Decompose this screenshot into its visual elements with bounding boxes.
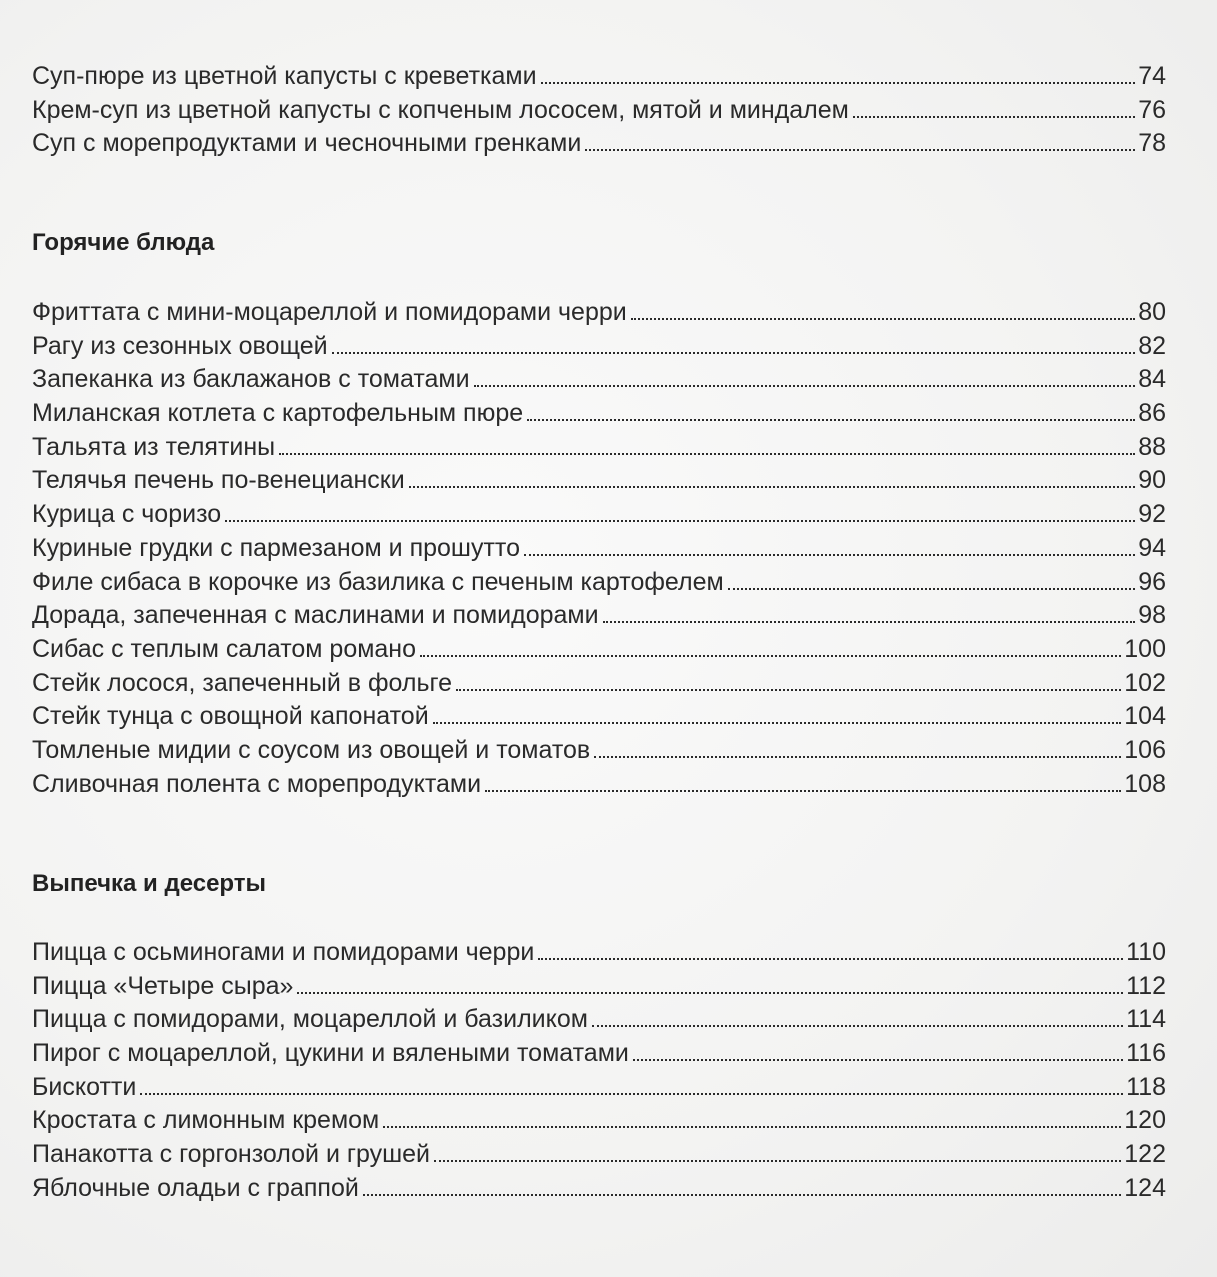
toc-entry[interactable] (32, 532, 1166, 566)
toc-page-number: 86 (1138, 399, 1166, 428)
dot-leader (603, 621, 1136, 623)
toc-entry-title: Панакотта с горгонзолой и грушей (32, 1140, 431, 1169)
toc-page-number: 120 (1124, 1106, 1166, 1135)
toc-entry-title: Филе сибаса в корочке из базилика с печеным картофелем (32, 567, 724, 596)
toc-entry-title: Крем-суп из цветной капусты с копченым лососем, мятой и миндалем (32, 95, 849, 124)
toc-entry[interactable] (32, 397, 1166, 431)
toc-page-number: 100 (1124, 634, 1166, 663)
toc-entry[interactable] (32, 60, 1166, 94)
toc-entry-title: Миланская котлета с картофельным пюре (32, 399, 524, 428)
toc-entry[interactable] (32, 667, 1166, 701)
toc-entry[interactable] (32, 1037, 1166, 1071)
dot-leader (332, 352, 1136, 354)
toc-page-number: 74 (1138, 62, 1166, 90)
toc-page-number: 84 (1138, 365, 1166, 394)
toc-page-number: 122 (1124, 1140, 1166, 1169)
dot-leader (631, 318, 1135, 320)
dot-leader (279, 453, 1135, 455)
dot-leader (434, 1160, 1121, 1162)
toc-entry-title: Томленые мидии с соусом из овощей и томатов (32, 735, 591, 764)
toc-entry-title: Бискотти (32, 1072, 137, 1101)
toc-entry[interactable] (32, 330, 1166, 364)
toc-page-number: 90 (1138, 466, 1166, 495)
section-heading-hot-dishes: Горячие блюда (32, 229, 215, 256)
dot-leader (594, 756, 1121, 758)
toc-entry[interactable] (32, 94, 1166, 128)
toc-entry-title: Пицца с помидорами, моцареллой и базиликом (32, 1005, 588, 1034)
toc-entry[interactable] (32, 1003, 1166, 1037)
toc-entry-title: Запеканка из баклажанов с томатами (32, 365, 470, 394)
dot-leader (225, 520, 1135, 522)
toc-entry[interactable] (32, 768, 1166, 802)
toc-entry[interactable] (32, 431, 1166, 465)
toc-entry-title: Пицца «Четыре сыра» (32, 971, 294, 1000)
toc-entry[interactable] (32, 1172, 1166, 1206)
toc-entry-title: Стейк лосося, запеченный в фольге (32, 668, 452, 697)
dot-leader (592, 1025, 1123, 1027)
toc-page-number: 78 (1138, 129, 1166, 158)
dot-leader (585, 149, 1135, 151)
dot-leader (541, 82, 1136, 84)
toc-entry[interactable] (32, 970, 1166, 1004)
toc-page-number: 96 (1138, 567, 1166, 596)
toc-entry-title: Суп с морепродуктами и чесночными гренками (32, 129, 582, 158)
toc-entry[interactable] (32, 599, 1166, 633)
toc-entry-title: Кростата с лимонным кремом (32, 1106, 380, 1135)
toc-entry[interactable] (32, 127, 1166, 161)
dot-leader (363, 1194, 1121, 1196)
toc-entry-title: Курица с чоризо (32, 500, 222, 529)
toc-entry[interactable] (32, 633, 1166, 667)
toc-entry-title: Сливочная полента с морепродуктами (32, 769, 482, 798)
toc-page-number: 108 (1124, 769, 1166, 798)
toc-page-number: 76 (1138, 95, 1166, 124)
toc-page-number: 104 (1124, 702, 1166, 731)
toc-page-number: 82 (1138, 331, 1166, 360)
toc-entry[interactable] (32, 734, 1166, 768)
dot-leader (485, 790, 1121, 792)
dot-leader (409, 486, 1135, 488)
dot-leader (433, 722, 1122, 724)
toc-entry-title: Куриные грудки с пармезаном и прошутто (32, 533, 521, 562)
dot-leader (474, 385, 1136, 387)
toc-entry-title: Тальята из телятины (32, 432, 276, 461)
toc-entry[interactable] (32, 700, 1166, 734)
toc-entry-title: Телячья печень по-венециански (32, 466, 405, 495)
toc-entry[interactable] (32, 566, 1166, 600)
toc-entry-title: Сибас с теплым салатом романо (32, 634, 417, 663)
toc-entry[interactable] (32, 498, 1166, 532)
toc-entry-title: Стейк тунца с овощной капонатой (32, 702, 429, 731)
toc-entry-title: Дорада, запеченная с маслинами и помидорами (32, 601, 599, 630)
toc-entry[interactable] (32, 296, 1166, 330)
dot-leader (538, 958, 1123, 960)
toc-page-number: 94 (1138, 533, 1166, 562)
toc-page-number: 98 (1138, 601, 1166, 630)
dot-leader (527, 419, 1135, 421)
section-heading-baking-desserts: Выпечка и десерты (32, 870, 267, 897)
dot-leader (383, 1126, 1121, 1128)
toc-entry[interactable] (32, 464, 1166, 498)
toc-section-baking-desserts (32, 936, 1166, 1206)
toc-page-number: 116 (1126, 1039, 1166, 1068)
toc-page-number: 112 (1126, 971, 1166, 1000)
toc-entry-title: Суп-пюре из цветной капусты с креветками (32, 62, 537, 90)
toc-page-number: 80 (1138, 298, 1166, 326)
toc-page-number: 106 (1124, 735, 1166, 764)
dot-leader (633, 1059, 1123, 1061)
toc-entry[interactable] (32, 1071, 1166, 1105)
dot-leader (140, 1093, 1123, 1095)
toc-page-number: 92 (1138, 500, 1166, 529)
toc-entry-title: Рагу из сезонных овощей (32, 331, 328, 360)
dot-leader (456, 689, 1121, 691)
toc-section-hot-dishes (32, 296, 1166, 801)
toc-page-number: 110 (1126, 938, 1166, 966)
dot-leader (420, 655, 1121, 657)
toc-page-number: 118 (1126, 1072, 1166, 1101)
toc-entry-title: Пирог с моцареллой, цукини и вялеными томатами (32, 1039, 629, 1068)
toc-entry[interactable] (32, 363, 1166, 397)
toc-entry[interactable] (32, 936, 1166, 970)
dot-leader (728, 588, 1136, 590)
toc-entry[interactable] (32, 1104, 1166, 1138)
toc-entry-title: Фриттата с мини-моцареллой и помидорами черри (32, 298, 627, 326)
toc-page-number: 124 (1124, 1173, 1166, 1202)
toc-page-number: 114 (1126, 1005, 1166, 1034)
toc-entry-title: Пицца с осьминогами и помидорами черри (32, 938, 535, 966)
toc-section-soups (32, 60, 1166, 161)
toc-entry[interactable] (32, 1138, 1166, 1172)
toc-entry-title: Яблочные оладьи с граппой (32, 1173, 359, 1202)
dot-leader (297, 992, 1123, 994)
toc-page-number: 88 (1138, 432, 1166, 461)
dot-leader (524, 554, 1135, 556)
toc-page-number: 102 (1124, 668, 1166, 697)
dot-leader (853, 116, 1135, 118)
